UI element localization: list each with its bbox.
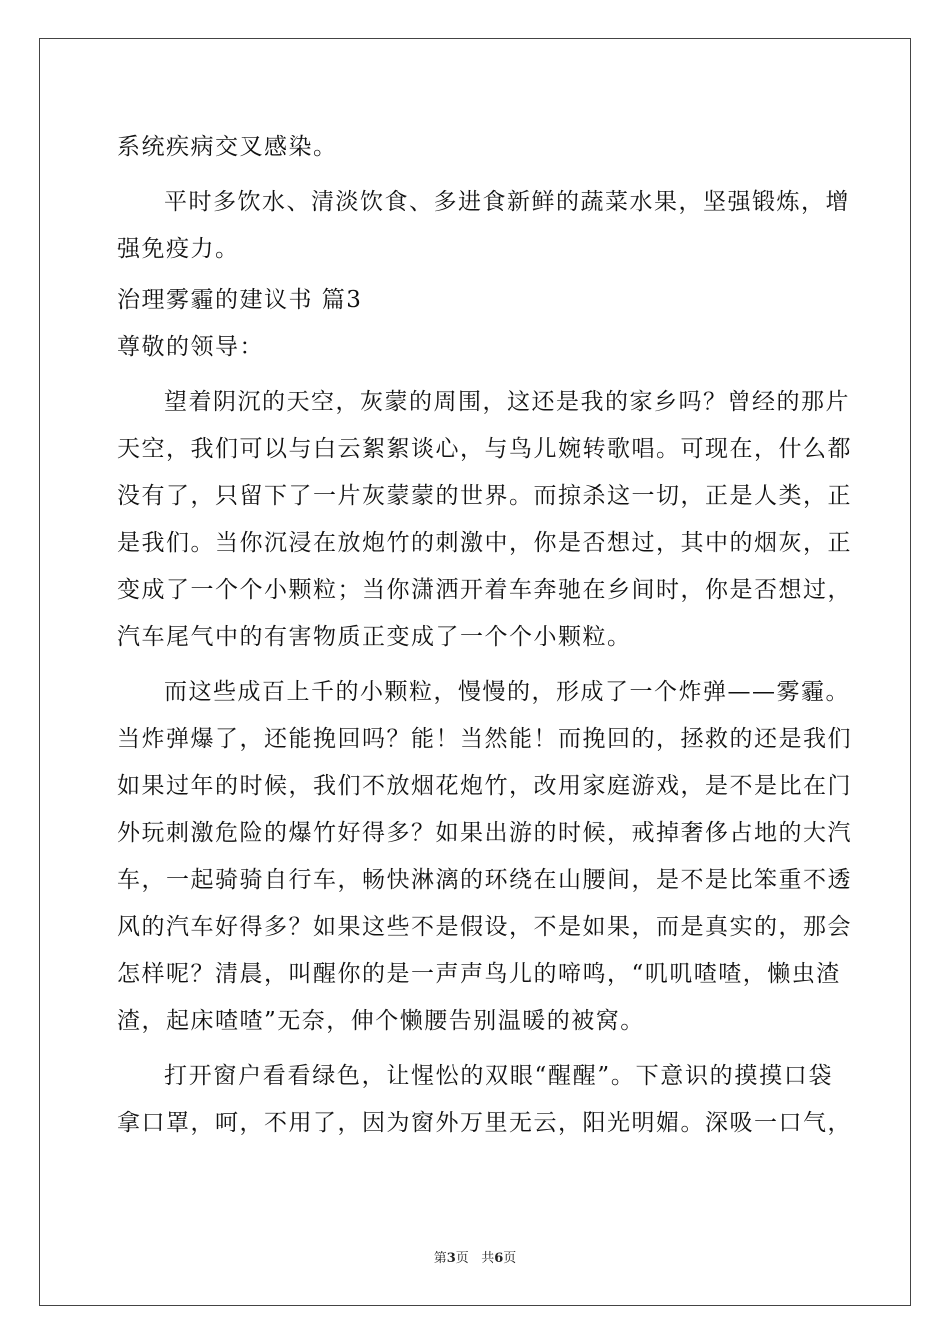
page-number: 3 <box>446 1251 456 1266</box>
total-pages: 6 <box>494 1251 504 1266</box>
document-body <box>117 124 852 1147</box>
text-line: 风的汽车好得多？如果这些不是假设，不是如果，而是真实的，那会 <box>117 914 852 940</box>
text-line: 车，一起骑骑自行车，畅快淋漓的环绕在山腰间，是不是比笨重不透 <box>117 867 852 893</box>
text-line: 汽车尾气中的有害物质正变成了一个个小颗粒。 <box>117 624 632 650</box>
text-line: 打开窗户看看绿色，让惺忪的双眼“醒醒”。下意识的摸摸口袋 <box>164 1063 833 1089</box>
section-heading: 治理雾霾的建议书 篇3 <box>117 287 363 313</box>
footer-total-suffix: 页 <box>503 1251 517 1266</box>
text-line: 强免疫力。 <box>117 236 240 262</box>
footer-page-suffix: 页 <box>455 1251 469 1266</box>
text-line: 没有了，只留下了一片灰蒙蒙的世界。而掠杀这一切，正是人类，正 <box>117 483 852 509</box>
text-line: 天空，我们可以与白云絮絮谈心，与鸟儿婉转歌唱。可现在，什么都 <box>117 436 852 462</box>
text-line: 平时多饮水、清淡饮食、多进食新鲜的蔬菜水果，坚强锻炼，增 <box>164 189 850 215</box>
text-line: 而这些成百上千的小颗粒，慢慢的，形成了一个炸弹——雾霾。 <box>164 679 850 705</box>
text-line: 系统疾病交叉感染。 <box>117 134 338 160</box>
text-line: 是我们。当你沉浸在放炮竹的刺激中，你是否想过，其中的烟灰，正 <box>117 530 852 556</box>
footer-prefix: 第 <box>433 1251 447 1266</box>
text-line: 怎样呢？清晨，叫醒你的是一声声鸟儿的啼鸣，“叽叽喳喳，懒虫渣 <box>117 961 841 987</box>
text-line: 渣，起床喳喳”无奈，伸个懒腰告别温暖的被窝。 <box>117 1008 645 1034</box>
page-footer <box>0 1247 950 1266</box>
text-line: 外玩刺激危险的爆竹好得多？如果出游的时候，戒掉奢侈占地的大汽 <box>117 820 852 846</box>
salutation: 尊敬的领导： <box>117 334 264 360</box>
text-line: 如果过年的时候，我们不放烟花炮竹，改用家庭游戏，是不是比在门 <box>117 773 852 799</box>
text-line: 当炸弹爆了，还能挽回吗？能！当然能！而挽回的，拯救的还是我们 <box>117 726 852 752</box>
footer-total-prefix: 共 <box>481 1251 495 1266</box>
text-line: 变成了一个个小颗粒；当你潇洒开着车奔驰在乡间时，你是否想过， <box>117 577 852 603</box>
text-line: 拿口罩，呵，不用了，因为窗外万里无云，阳光明媚。深吸一口气， <box>117 1110 852 1136</box>
text-line: 望着阴沉的天空，灰蒙的周围，这还是我的家乡吗？曾经的那片 <box>164 389 850 415</box>
